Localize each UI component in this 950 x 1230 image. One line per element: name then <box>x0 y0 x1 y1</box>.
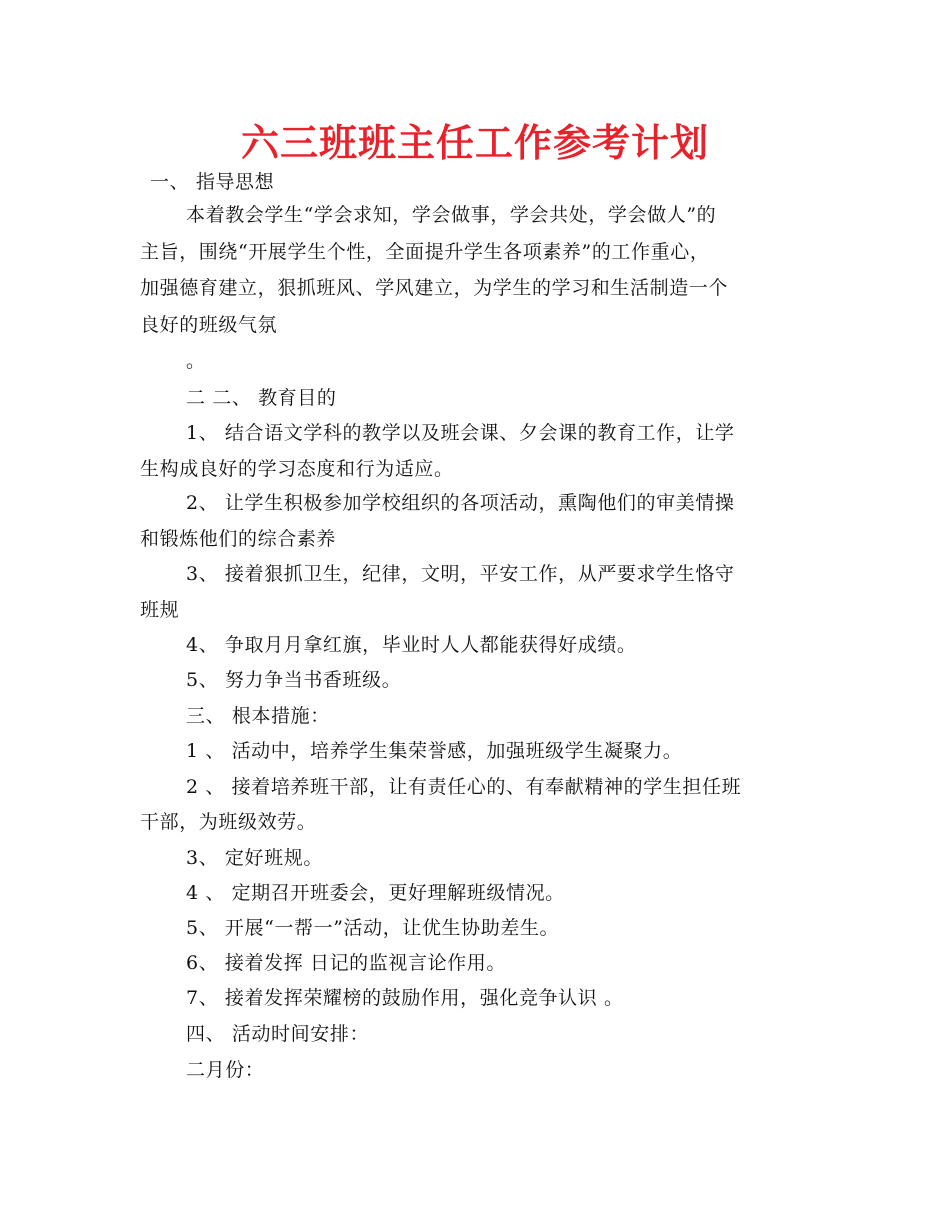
paragraph-line: 主旨，围绕“开展学生个性，全面提升学生各项素养”的工作重心， <box>140 241 710 263</box>
heading-activity-schedule: 四、 活动时间安排： <box>186 1023 370 1045</box>
list-item: 6、 接着发挥 日记的监视言论作用。 <box>186 952 506 974</box>
heading-education-goals: 二 二、 教育目的 <box>186 387 337 409</box>
list-item: 2 、 接着培养班干部，让有责任心的、有奉献精神的学生担任班 <box>186 776 742 798</box>
list-item: 3、 定好班规。 <box>186 847 323 869</box>
paragraph-line: 良好的班级气氛 <box>140 314 278 336</box>
list-item: 1 、 活动中，培养学生集荣誉感，加强班级学生凝聚力。 <box>186 740 683 762</box>
list-item-continuation: 和锻炼他们的综合素养 <box>140 528 337 550</box>
list-item-continuation: 干部，为班级效劳。 <box>140 811 317 833</box>
paragraph-line: 。 <box>186 350 206 372</box>
list-item: 5、 开展“一帮一”活动，让优生协助差生。 <box>186 917 560 939</box>
list-item: 2、 让学生积极参加学校组织的各项活动，熏陶他们的审美情操 <box>186 492 735 514</box>
list-item: 7、 接着发挥荣耀榜的鼓励作用，强化竞争认识 。 <box>186 987 624 1009</box>
heading-basic-measures: 三、 根本措施： <box>186 705 330 727</box>
paragraph-line: 加强德育建立，狠抓班风、学风建立，为学生的学习和生活制造一个 <box>140 277 729 299</box>
document-title: 六三班班主任工作参考计划 <box>240 121 709 165</box>
heading-guiding-ideology: 一、 指导思想 <box>150 171 275 193</box>
schedule-month: 二月份： <box>186 1059 265 1081</box>
list-item-continuation: 班规 <box>140 599 180 621</box>
list-item: 4 、 定期召开班委会，更好理解班级情况。 <box>186 882 565 904</box>
paragraph-line: 本着教会学生“学会求知，学会做事，学会共处，学会做人”的 <box>186 204 717 226</box>
list-item: 3、 接着狠抓卫生，纪律，文明，平安工作，从严要求学生恪守 <box>186 563 735 585</box>
list-item-continuation: 生构成良好的学习态度和行为适应。 <box>140 458 454 480</box>
list-item: 4、 争取月月拿红旗，毕业时人人都能获得好成绩。 <box>186 634 637 656</box>
list-item: 5、 努力争当书香班级。 <box>186 669 402 691</box>
list-item: 1、 结合语文学科的教学以及班会课、夕会课的教育工作，让学 <box>186 422 735 444</box>
